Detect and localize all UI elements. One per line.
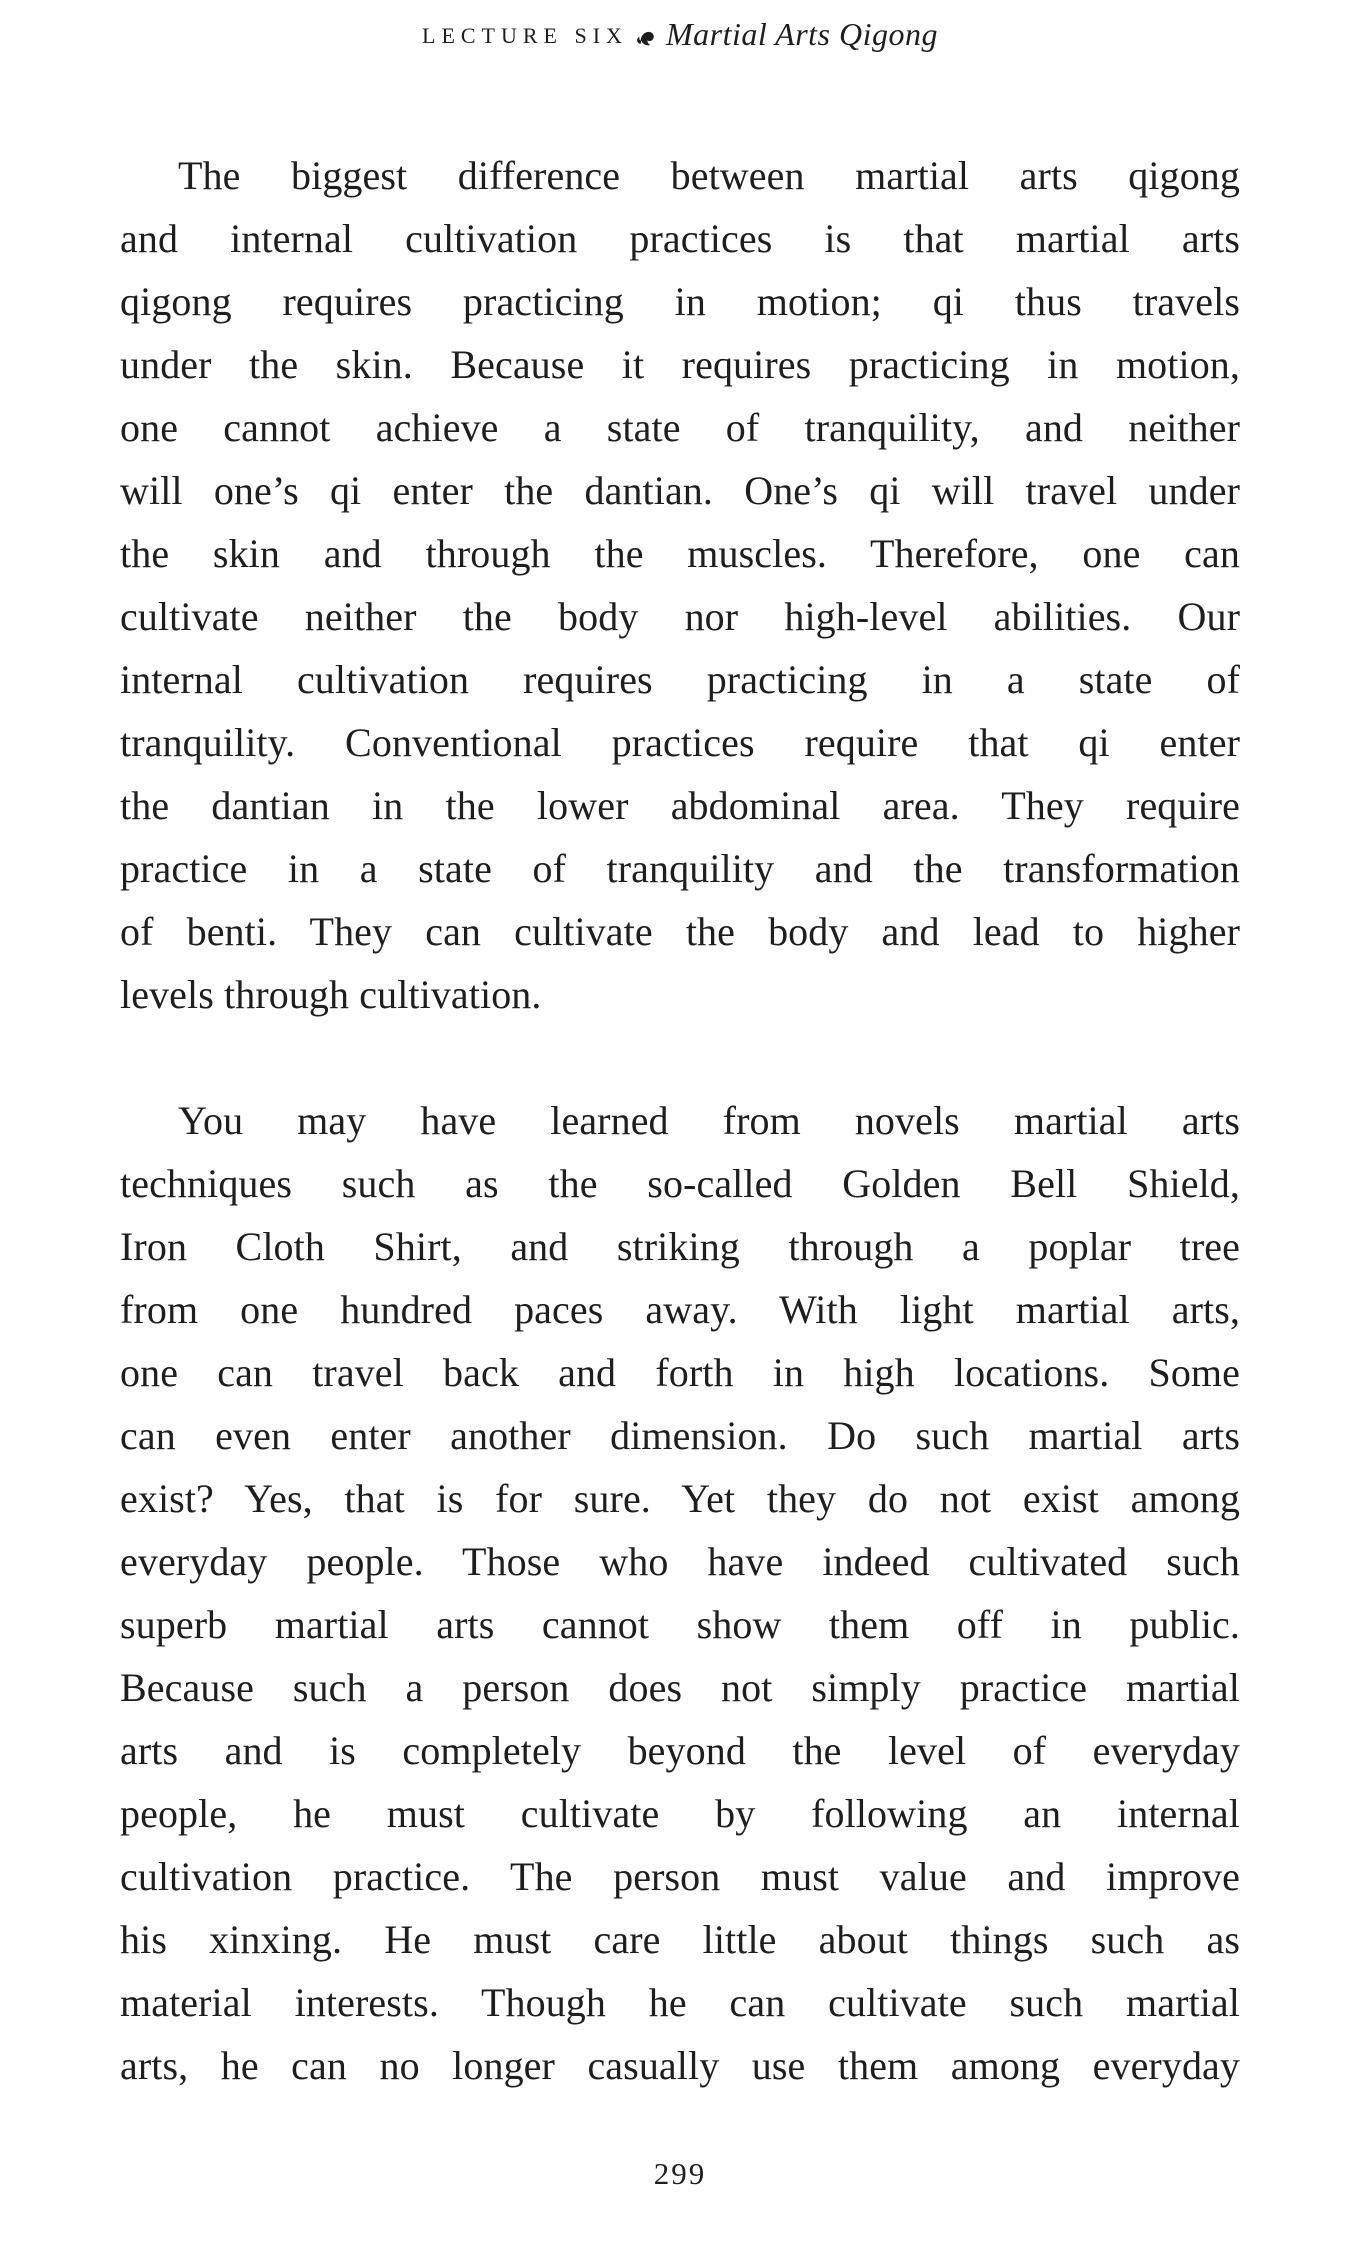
running-head <box>0 16 1360 53</box>
text-line: tranquility. Conventional practices require that qi enter <box>120 720 1240 765</box>
text-line: cultivate neither the body nor high-level abilities. Our <box>120 594 1240 639</box>
text-line: one cannot achieve a state of tranquility, and neither <box>120 405 1240 450</box>
fleuron-icon <box>634 26 656 53</box>
text-line: levels through cultivation. <box>120 972 542 1017</box>
text-line: can even enter another dimension. Do such martial arts <box>120 1413 1240 1458</box>
text-line: under the skin. Because it requires practicing in motion, <box>120 342 1240 387</box>
text-line: everyday people. Those who have indeed cultivated such <box>120 1539 1240 1584</box>
text-line: cultivation practice. The person must value and improve <box>120 1854 1240 1899</box>
text-line: of benti. They can cultivate the body and lead to higher <box>120 909 1240 954</box>
text-line: You may have learned from novels martial arts <box>178 1098 1240 1143</box>
page-number: 299 <box>653 2156 707 2191</box>
text-line: his xinxing. He must care little about things such as <box>120 1917 1240 1962</box>
text-line: people, he must cultivate by following an internal <box>120 1791 1240 1836</box>
text-line: arts, he can no longer casually use them among everyday <box>120 2043 1240 2088</box>
text-line: the skin and through the muscles. Therefore, one can <box>120 531 1240 576</box>
text-line: The biggest difference between martial arts qigong <box>178 153 1240 198</box>
text-line: Iron Cloth Shirt, and striking through a poplar tree <box>120 1224 1240 1269</box>
text-line: practice in a state of tranquility and the transformation <box>120 846 1240 891</box>
text-line: will one’s qi enter the dantian. One’s qi will travel under <box>120 468 1240 513</box>
text-line: from one hundred paces away. With light martial arts, <box>120 1287 1240 1332</box>
text-line: and internal cultivation practices is that martial arts <box>120 216 1240 261</box>
body-text <box>120 144 1240 2097</box>
text-line: material interests. Though he can cultivate such martial <box>120 1980 1240 2025</box>
lecture-label: LECTURE SIX <box>422 23 628 48</box>
text-line: qigong requires practicing in motion; qi thus travels <box>120 279 1240 324</box>
text-line: Because such a person does not simply practice martial <box>120 1665 1240 1710</box>
chapter-title: Martial Arts Qigong <box>665 16 938 52</box>
paragraph <box>120 144 1240 1026</box>
text-line: one can travel back and forth in high locations. Some <box>120 1350 1240 1395</box>
text-line: the dantian in the lower abdominal area. They require <box>120 783 1240 828</box>
paragraph <box>120 1089 1240 2097</box>
text-line: exist? Yes, that is for sure. Yet they do not exist among <box>120 1476 1240 1521</box>
text-line: arts and is completely beyond the level of everyday <box>120 1728 1240 1773</box>
text-line: internal cultivation requires practicing in a state of <box>120 657 1240 702</box>
text-line: techniques such as the so-called Golden Bell Shield, <box>120 1161 1240 1206</box>
text-line: superb martial arts cannot show them off in public. <box>120 1602 1240 1647</box>
